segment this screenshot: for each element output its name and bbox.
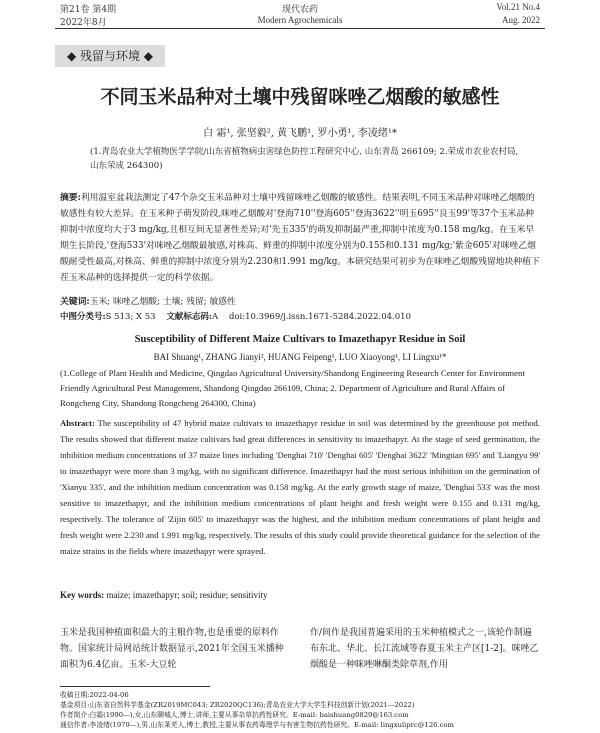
abstract-en <box>60 415 540 559</box>
article-title-en: Susceptibility of Different Maize Cultivars to Imazethapyr Residue in Soil <box>134 334 466 345</box>
footnotes <box>60 690 540 730</box>
footnote-corresponding: 通信作者:李凌绪(1979—),男,山东莱芜人,博士,教授,主要从事农药毒理学与有害生物抗药性研究。E-mail: lingxuliprc@126.com <box>60 721 454 729</box>
running-header <box>0 0 600 28</box>
footnote-received: 收稿日期:2022-04-06 <box>60 691 129 699</box>
abstract-en-text: The susceptibility of 47 hybrid maize cultivars to imazethapyr residue in soil was determined by the greenhouse pot method. The results showed that different maize cultivars had great differences in sensitivity to imazethapyr. At the stage of seed germination, the inhibition medium concentrations of 37 maize lines including 'Denghai 710' 'Denghai 605' 'Denghai 3622' 'Mingtian 695' and 'Liangyu 99' to imazethapyr were more than 3 mg/kg, with no significant difference. Imazethapyr had the most serious inhibition on the germination of 'Xianyu 335', and the inhibition medium concentration was 0.158 mg/kg. At the early growth stage of maize, 'Denghai 533' was the most sensitive to imazethapyr, and the inhibition medium concentrations of plant height and fresh weight were 0.155 and 0.131 mg/kg, respectively. The tolerance of 'Zijin 605' to imazethapyr was the highest, and the inhibition medium concentrations of plant height and fresh weight were 2.230 and 1.991 mg/kg, respectively. The results of this study could provide theoretical guidance for the selection of the maize strains in the fields where imazethapyr were sprayed. <box>60 418 540 556</box>
volume-cn: 第21卷 第4期 <box>60 5 117 15</box>
clc-label: 中图分类号: <box>60 312 106 322</box>
affiliation-cn: (1.青岛农业大学植物医学学院/山东省植物病虫害绿色防控工程研究中心, 山东青岛 266109; 2.荣成市农业农村局, 山东荣成 264300) <box>90 147 519 171</box>
header-divider <box>55 28 545 29</box>
volume-en: Vol.21 No.4 <box>496 2 540 12</box>
body-column-right: 作/间作是我国普遍采用的玉米种植模式之一,该轮作制遍布东北、华北、长江流域等春夏玉米主产区[1-2]。咪唑乙烟酸是一种咪唑啉酮类除草剂,作用 <box>310 628 539 670</box>
abstract-cn <box>60 190 540 286</box>
section-tag: ◆ 残留与环境 ◆ <box>55 45 165 67</box>
date-en: Aug. 2022 <box>502 15 540 25</box>
body-column-left: 玉米是我国种植面积最大的主粮作物,也是重要的原料作物。国家统计局网站统计数据显示,2021年全国玉米播种面积为6.4亿亩。玉米-大豆轮 <box>60 628 284 670</box>
clc-value: S 513; X 53 <box>105 312 156 322</box>
doi-label: doi: <box>228 312 246 322</box>
footnote-author: 作者简介:白霜(1990—),女,山东聊城人,博士,讲师,主要从事杂草抗药性研究。E-mail: baishuang0829@163.com <box>60 711 409 719</box>
abstract-cn-label: 摘要: <box>60 193 81 203</box>
keywords-en <box>60 590 540 600</box>
abstract-cn-text: 利用温室盆栽法测定了47个杂交玉米品种对土壤中残留咪唑乙烟酸的敏感性。结果表明,不同玉米品种对咪唑乙烟酸的敏感性有较大差异。在玉米种子萌发阶段,咪唑乙烟酸对'登海710''登海605''登海3622''明玉695''良玉99'等37个玉米品种抑制中浓度均大于3 mg/kg,且相互间无显著性差异;对'先玉335'的萌发抑制最严重,抑制中浓度为0.158 mg/kg。在玉米早期生长阶段,'登海533'对咪唑乙烟酸最敏感,对株高、鲜重的抑制中浓度分别为0.155和0.131 mg/kg;'紫金605'对咪唑乙烟酸耐受性最高,对株高、鲜重的抑制中浓度分别为2.230和1.991 mg/kg。本研究结果可初步为在咪唑乙烟酸残留地块种植下茬玉米品种的选择提供一定的科学依据。 <box>60 193 540 283</box>
authors-en: BAI Shuang¹, ZHANG Jianyi², HUANG Feipeng¹, LUO Xiaoyong¹, LI Lingxu¹* <box>153 352 447 362</box>
date-cn: 2022年8月 <box>60 18 107 28</box>
authors-cn: 白 霜¹, 张坚毅², 黄飞鹏¹, 罗小勇¹, 李凌绪¹* <box>203 128 397 139</box>
keywords-cn-label: 关键词: <box>60 297 90 307</box>
journal-name-en: Modern Agrochemicals <box>257 15 343 25</box>
article-title-cn: 不同玉米品种对土壤中残留咪唑乙烟酸的敏感性 <box>100 86 500 108</box>
keywords-cn-text: 玉米; 咪唑乙烟酸; 土壤; 残留; 敏感性 <box>89 297 236 307</box>
doc-code-label: 文献标志码: <box>166 312 212 322</box>
keywords-en-text: maize; imazethapyr; soil; residue; sensitivity <box>106 590 268 600</box>
footnote-divider <box>60 686 210 687</box>
abstract-en-label: Abstract: <box>60 418 95 428</box>
affiliation-en: (1.College of Plant Health and Medicine, Qingdao Agricultural University/Shandong Engineering Research Center for Environment Friendly Agricultural Pest Management, Shandong Qingdao 266109, China; 2. Department of Agriculture and Rural Affairs of Rongcheng City, Shandong Rongcheng 264300, China) <box>60 368 525 408</box>
keywords-cn <box>60 294 540 307</box>
classification-line <box>60 310 540 322</box>
doc-code-value: A <box>211 312 219 322</box>
doi-value: 10.3969/j.issn.1671-5284.2022.04.010 <box>245 312 411 322</box>
journal-name-cn: 现代农药 <box>281 5 318 15</box>
keywords-en-label: Key words: <box>60 590 105 600</box>
footnote-funding: 基金项目:山东省自然科学基金(ZR2019MC043; ZR2020QC136);青岛农业大学大学生科技创新计划(2021—2022) <box>60 701 415 709</box>
